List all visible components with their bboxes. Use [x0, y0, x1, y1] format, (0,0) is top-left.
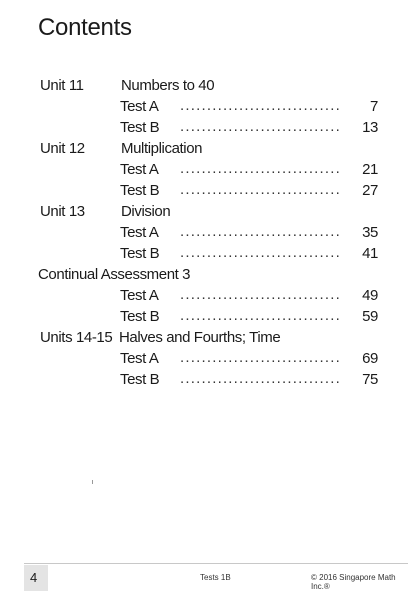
leader-dots: ..............................	[180, 244, 342, 261]
test-name: Test B	[120, 119, 160, 136]
page-number: 13	[362, 119, 378, 136]
page-number: 27	[362, 182, 378, 199]
test-name: Test A	[120, 224, 159, 241]
unit-title: Multiplication	[121, 140, 203, 157]
leader-dots: ..............................	[180, 97, 342, 114]
test-name: Test B	[120, 245, 160, 262]
page-number: 59	[362, 308, 378, 325]
leader-dots: ..............................	[180, 370, 342, 387]
test-name: Test B	[120, 182, 160, 199]
unit-title: Halves and Fourths; Time	[119, 329, 281, 346]
page-title: Contents	[38, 14, 132, 41]
page-number: 69	[362, 350, 378, 367]
footer-book-title: Tests 1B	[200, 573, 231, 582]
footer-page-number: 4	[30, 570, 38, 585]
unit-label: Unit 13	[40, 203, 85, 220]
unit-label: Unit 12	[40, 140, 85, 157]
page-number: 41	[362, 245, 378, 262]
test-name: Test B	[120, 371, 160, 388]
test-name: Test A	[120, 98, 159, 115]
scan-speck	[92, 480, 93, 484]
page-number: 21	[362, 161, 378, 178]
unit-title: Division	[121, 203, 171, 220]
unit-label: Units 14-15	[40, 329, 113, 346]
test-name: Test A	[120, 350, 159, 367]
leader-dots: ..............................	[180, 349, 342, 366]
leader-dots: ..............................	[180, 160, 342, 177]
unit-title: Numbers to 40	[121, 77, 215, 94]
page-number: 7	[370, 98, 378, 115]
unit-label: Unit 11	[40, 77, 84, 94]
page-number: 35	[362, 224, 378, 241]
leader-dots: ..............................	[180, 181, 342, 198]
footer-rule	[24, 563, 408, 564]
leader-dots: ..............................	[180, 286, 342, 303]
leader-dots: ..............................	[180, 307, 342, 324]
assessment-label: Continual Assessment 3	[38, 266, 191, 283]
leader-dots: ..............................	[180, 118, 342, 135]
footer-copyright: © 2016 Singapore Math Inc.®	[311, 573, 396, 591]
test-name: Test B	[120, 308, 160, 325]
test-name: Test A	[120, 287, 159, 304]
page-number: 75	[362, 371, 378, 388]
leader-dots: ..............................	[180, 223, 342, 240]
page-number: 49	[362, 287, 378, 304]
test-name: Test A	[120, 161, 159, 178]
